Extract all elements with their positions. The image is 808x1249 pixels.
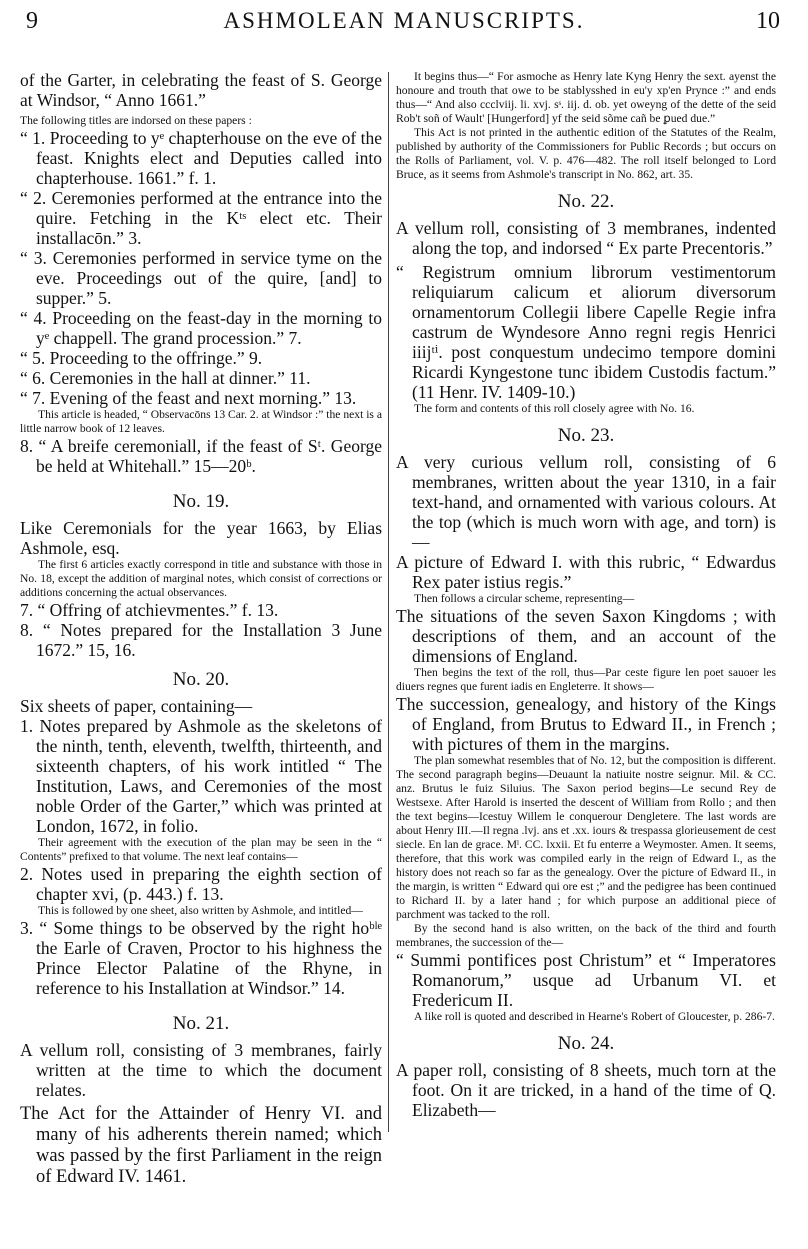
paragraph: of the Garter, in celebrating the feast of S. George at Windsor, “ Anno 1661.” <box>20 70 382 110</box>
note: This article is headed, “ Observacōns 13 Car. 2. at Windsor :” the next is a little narrow book of 12 leaves. <box>20 408 382 435</box>
list-item: 8. “ Notes prepared for the Installation 3 June 1672.” 15, 16. <box>20 620 382 660</box>
note: This is followed by one sheet, also written by Ashmole, and intitled— <box>38 904 363 917</box>
note: This Act is not printed in the authentic edition of the Statutes of the Realm, published by authority of the Commissioners for Public Records ; but occurs on the Rolls of Parliament, vol. V. p. 476—482. The roll itself belonged to Lord Bruce, as it seems from Ashmole's transcript in No. 862, art. 35. <box>396 126 776 181</box>
note: The first 6 articles exactly correspond in title and substance with those in No. 18, except the addition of marginal notes, which consist of corrections or additions concerning the actual observances. <box>20 558 382 599</box>
note: A like roll is quoted and described in Hearne's Robert of Gloucester, p. 286-7. <box>414 1010 775 1023</box>
list-item: “ 2. Ceremonies performed at the entrance into the quire. Fetching in the Kᵗˢ elect etc. Their installacōn.” 3. <box>20 188 382 248</box>
paragraph: The succession, genealogy, and history of the Kings of England, from Brutus to Edward II., in French ; with pictures of them in the margins. <box>396 694 776 754</box>
paragraph: Like Ceremonials for the year 1663, by Elias Ashmole, esq. <box>20 518 382 558</box>
running-title: ASHMOLEAN MANUSCRIPTS. <box>223 8 585 33</box>
column-divider <box>388 72 389 1132</box>
paragraph: A vellum roll, consisting of 3 membranes, fairly written at the time to which the document relates. <box>20 1040 382 1100</box>
section-heading: No. 24. <box>557 1033 615 1054</box>
section-heading: No. 20. <box>172 669 230 690</box>
list-item: “ 6. Ceremonies in the hall at dinner.” 11. <box>20 368 311 388</box>
note: Their agreement with the execution of the plan may be seen in the “ Contents” prefixed to that volume. The next leaf contains— <box>20 836 382 863</box>
section-heading: No. 21. <box>172 1013 230 1034</box>
note: It begins thus—“ For asmoche as Henry late Kyng Henry the sext. ayenst the honoure and trouth that owe to be stablysshed in eu'y xp'en Prynce :” and ends thus—“ And also ccclviij. li. xvj. sˢ. iij. d. ob. yet oweyng of the dette of the seid Rob't soñ of Wault' [Hungerford] yf the seid sõme cañ be ꝑued due.” <box>396 70 776 125</box>
left-column <box>20 70 382 1188</box>
list-item: 8. “ A breife ceremoniall, if the feast of Sᵗ. George be held at Whitehall.” 15—20ᵇ. <box>20 436 382 476</box>
quotation: “ Summi pontifices post Christum” et “ Imperatores Romanorum,” usque ad Urbanum VI. et Fredericum II. <box>396 950 776 1010</box>
paragraph: A paper roll, consisting of 8 sheets, much torn at the foot. On it are tricked, in a hand of the time of Q. Elizabeth— <box>396 1060 776 1120</box>
note: The form and contents of this roll closely agree with No. 16. <box>414 402 695 415</box>
paragraph: A very curious vellum roll, consisting of 6 membranes, written about the year 1310, in a fair text-hand, and ornamented with various colours. At the top (which is much worn with age, and torn) is— <box>396 452 776 552</box>
note: The following titles are indorsed on these papers : <box>20 114 252 127</box>
list-item: “ 4. Proceeding on the feast-day in the morning to yᵉ chappell. The grand procession.” 7. <box>20 308 382 348</box>
note: The plan somewhat resembles that of No. 12, but the composition is different. The second paragraph begins—Deuaunt la natiuite nostre seignur. Mil. & CC. anz. Brutus le fuiz Siluius. The Saxon period begins—Le secund Rey de Westsexe. After Harold is inserted the descent of William from Rollo ; and then the text begins—Icestuy Willem le conquerour Dengletere. The last words are about Henry III.—Il regna .lvj. ans et .xx. iours & trespassa glorieusement de cest siecle. En lan de grace. Mˡ. CC. lxxii. Et fu enterre a Weymoster. Amen. It seems, therefore, that this work was compiled early in the reign of Edward I., as the history does not reach so far as the genealogy. Over the picture of Edward II., in the margin, is written “ Edward qui ore est ;” and the pedigree has been continued to Richard II. by a later hand ; for which purpose an additional piece of parchment was tacked to the roll. <box>396 754 776 921</box>
note: Then begins the text of the roll, thus—Par ceste figure len poet sauoer les diuers regnes que furent iadis en Engleterre. It shows— <box>396 666 776 693</box>
section-heading: No. 22. <box>557 191 615 212</box>
section-heading: No. 23. <box>557 425 615 446</box>
right-column <box>396 70 776 1120</box>
section-heading: No. 19. <box>172 491 230 512</box>
list-item: “ 3. Ceremonies performed in service tyme on the eve. Proceedings out of the quire, [and] to supper.” 5. <box>20 248 382 308</box>
left-page-number: 9 <box>26 8 38 34</box>
right-page-number: 10 <box>756 8 780 34</box>
paragraph: A picture of Edward I. with this rubric, “ Edwardus Rex pater istius regis.” <box>396 552 776 592</box>
paragraph: A vellum roll, consisting of 3 membranes, indented along the top, and indorsed “ Ex parte Precentoris.” <box>396 218 776 258</box>
list-item: 7. “ Offring of atchievmentes.” f. 13. <box>20 600 279 620</box>
note: By the second hand is also written, on the back of the third and fourth membranes, the succession of the— <box>396 922 776 949</box>
paragraph: Six sheets of paper, containing— <box>20 696 253 716</box>
paragraph: The situations of the seven Saxon Kingdoms ; with descriptions of them, and an account of the dimensions of England. <box>396 606 776 666</box>
paragraph: The Act for the Attainder of Henry VI. and many of his adherents therein named; which was passed by the first Parliament in the reign of Edward IV. 1461. <box>20 1104 382 1187</box>
note: Then follows a circular scheme, representing— <box>414 592 635 605</box>
list-item: “ 7. Evening of the feast and next morning.” 13. <box>20 388 357 408</box>
list-item: 1. Notes prepared by Ashmole as the skeletons of the ninth, tenth, eleventh, twelfth, thirteenth, and sixteenth chapters, of his work intitled “ The Institution, Laws, and Ceremonies of the most noble Order of the Garter,” which was printed at London, 1672, in folio. <box>20 716 382 836</box>
list-item: 2. Notes used in preparing the eighth section of chapter xvi, (p. 443.) f. 13. <box>20 864 382 904</box>
list-item: 3. “ Some things to be observed by the right hoᵇˡᵉ the Earle of Craven, Proctor to his highness the Prince Elector Palatine of the Rhyne, in reference to his Installation at Windsor.” 14. <box>20 918 382 998</box>
quotation: “ Registrum omnium librorum vestimentorum reliquiarum calicum et aliorum diversorum ornamentorum Collegii libere Capelle Regie infra castrum de Wyndesore Anno regni regis Henrici iiijᵗⁱ. post conquestum undecimo tempore domini Ricardi Kyngestone tunc ibidem Custodis factum.” (11 Henr. IV. 1409-10.) <box>396 262 776 402</box>
list-item: “ 1. Proceeding to yᵉ chapterhouse on the eve of the feast. Knights elect and Deputies called into chapterhouse. 1661.” f. 1. <box>20 128 382 188</box>
running-header <box>0 6 808 46</box>
list-item: “ 5. Proceeding to the offringe.” 9. <box>20 348 263 368</box>
